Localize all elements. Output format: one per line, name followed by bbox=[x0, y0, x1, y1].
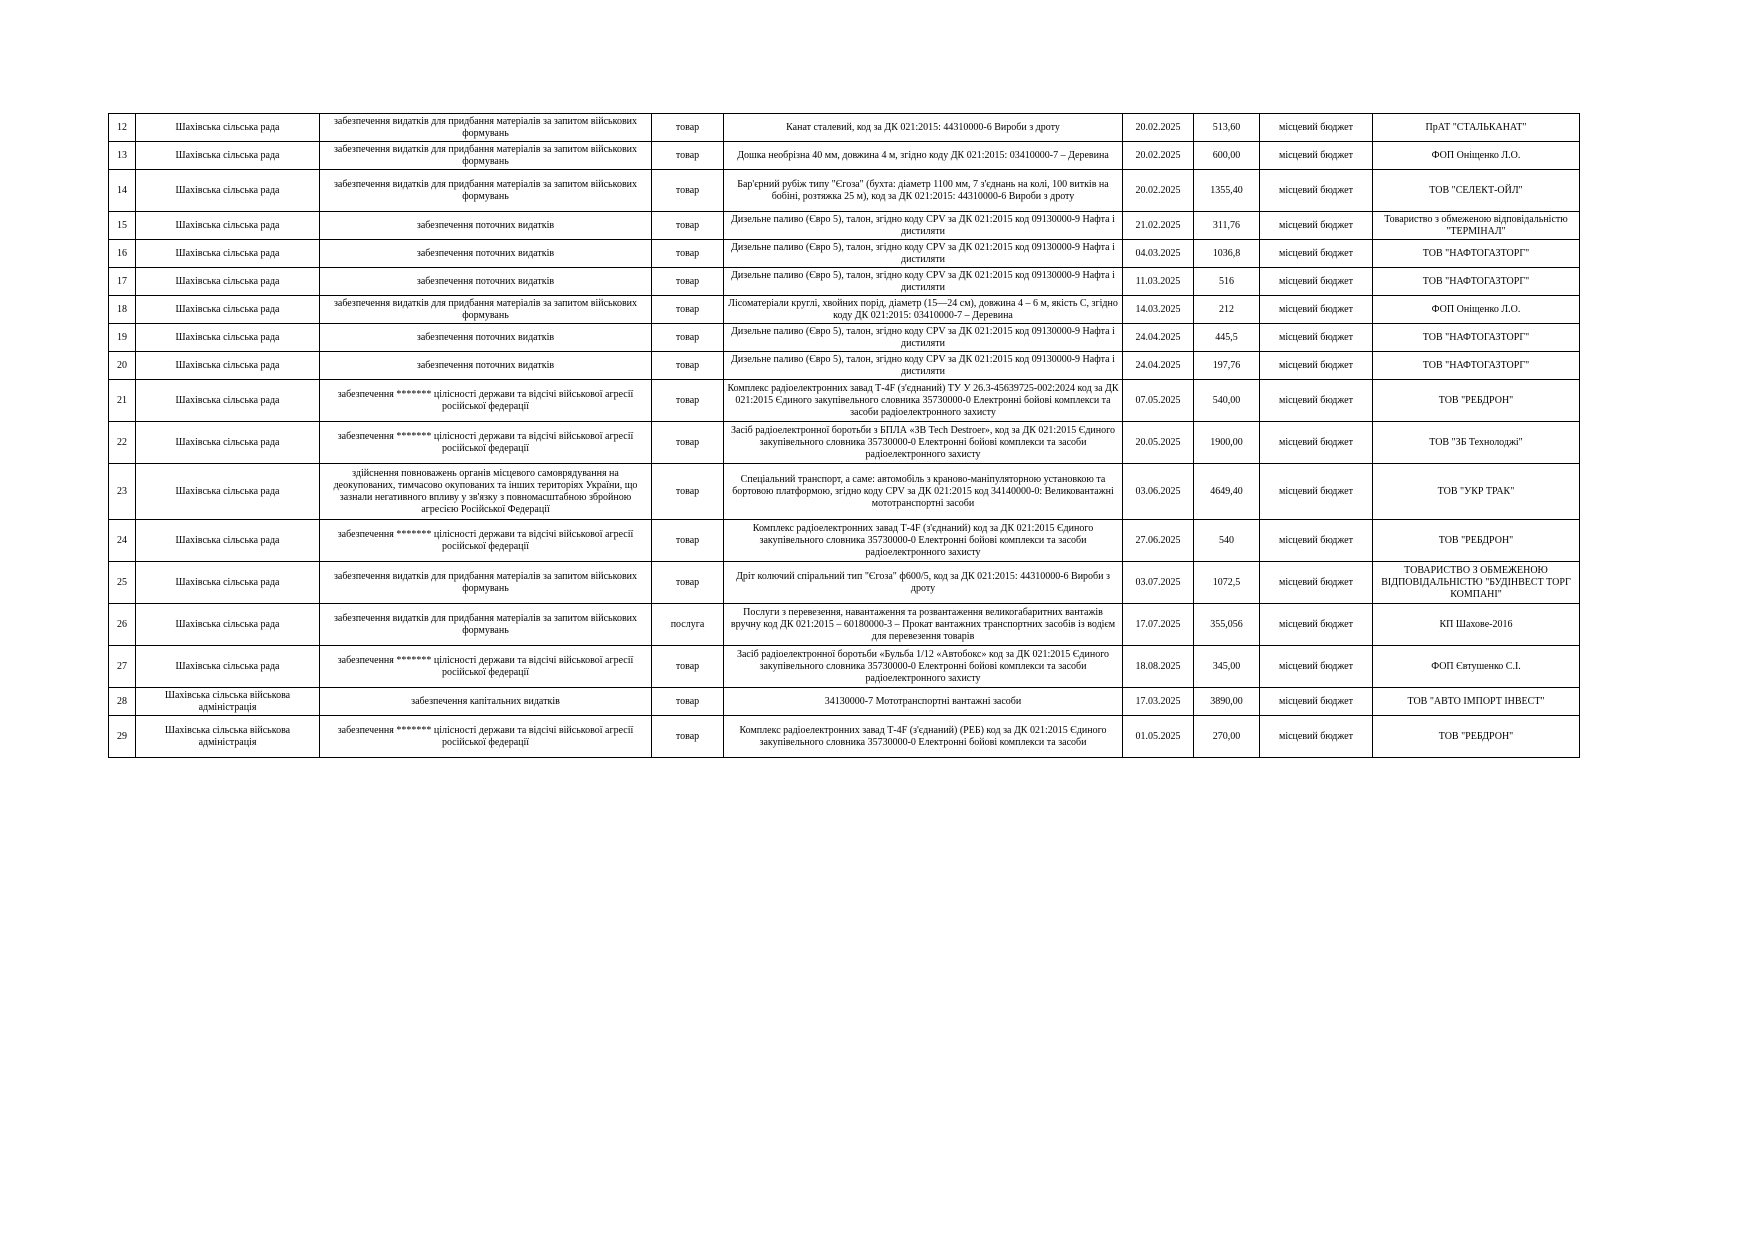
purpose-cell: забезпечення видатків для придбання матеріалів за запитом військових формувань bbox=[320, 114, 652, 142]
supplier-cell: ТОВ "НАФТОГАЗТОРГ" bbox=[1373, 240, 1580, 268]
procurement-type-cell: товар bbox=[652, 324, 724, 352]
amount-cell: 3890,00 bbox=[1194, 688, 1260, 716]
amount-cell: 1072,5 bbox=[1194, 562, 1260, 604]
procurement-type-cell: товар bbox=[652, 240, 724, 268]
funding-source-cell: місцевий бюджет bbox=[1260, 296, 1373, 324]
supplier-cell: ТОВ "АВТО ІМПОРТ ІНВЕСТ" bbox=[1373, 688, 1580, 716]
date-cell: 14.03.2025 bbox=[1123, 296, 1194, 324]
purpose-cell: забезпечення поточних видатків bbox=[320, 352, 652, 380]
table-row bbox=[109, 464, 1580, 520]
organization-cell: Шахівська сільська рада bbox=[136, 296, 320, 324]
row-number-cell: 19 bbox=[109, 324, 136, 352]
procurement-type-cell: товар bbox=[652, 380, 724, 422]
supplier-cell: ТОВ "УКР ТРАК" bbox=[1373, 464, 1580, 520]
procurement-type-cell: послуга bbox=[652, 604, 724, 646]
funding-source-cell: місцевий бюджет bbox=[1260, 114, 1373, 142]
amount-cell: 212 bbox=[1194, 296, 1260, 324]
table-row bbox=[109, 520, 1580, 562]
procurement-subject-cell: 34130000-7 Мототранспортні вантажні засоби bbox=[724, 688, 1123, 716]
procurement-type-cell: товар bbox=[652, 520, 724, 562]
procurement-subject-cell: Засіб радіоелектронної боротьби «Бульба 1/12 «Автобокс» код за ДК 021:2015 Єдиного закупівельного словника 35730000-0 Електронні бойові комплекси та засоби радіоелектронного захисту bbox=[724, 646, 1123, 688]
procurement-subject-cell: Спеціальний транспорт, а саме: автомобіль з краново-маніпуляторною установкою та бортовою платформою, згідно коду CPV за ДК 021:2015 код 34140000-0: Великовантажні мототранспортні засоби bbox=[724, 464, 1123, 520]
table-row bbox=[109, 562, 1580, 604]
purpose-cell: забезпечення поточних видатків bbox=[320, 268, 652, 296]
supplier-cell: ТОВ "ЗБ Технолоджі" bbox=[1373, 422, 1580, 464]
table-row bbox=[109, 646, 1580, 688]
purpose-cell: забезпечення ******* цілісності держави та відсічі військової агресії російської федерації bbox=[320, 646, 652, 688]
table-row bbox=[109, 352, 1580, 380]
procurement-subject-cell: Дошка необрізна 40 мм, довжина 4 м, згідно коду ДК 021:2015: 03410000-7 – Деревина bbox=[724, 142, 1123, 170]
amount-cell: 355,056 bbox=[1194, 604, 1260, 646]
procurement-type-cell: товар bbox=[652, 562, 724, 604]
funding-source-cell: місцевий бюджет bbox=[1260, 268, 1373, 296]
procurement-subject-cell: Послуги з перевезення, навантаження та розвантаження великогабаритних вантажів вручну код ДК 021:2015 – 60180000-3 – Прокат вантажних транспортних засобів із водієм для перевезення товарів bbox=[724, 604, 1123, 646]
procurement-type-cell: товар bbox=[652, 422, 724, 464]
row-number-cell: 18 bbox=[109, 296, 136, 324]
amount-cell: 1900,00 bbox=[1194, 422, 1260, 464]
date-cell: 20.02.2025 bbox=[1123, 170, 1194, 212]
purpose-cell: здійснення повноважень органів місцевого самоврядування на деокупованих, тимчасово окупованих та інших територіях України, що зазнали негативного впливу у зв'язку з повномасштабною збройною агресією Російської Федерації bbox=[320, 464, 652, 520]
procurement-subject-cell: Канат сталевий, код за ДК 021:2015: 44310000-6 Вироби з дроту bbox=[724, 114, 1123, 142]
organization-cell: Шахівська сільська рада bbox=[136, 170, 320, 212]
supplier-cell: ПрАТ "СТАЛЬКАНАТ" bbox=[1373, 114, 1580, 142]
procurement-subject-cell: Дизельне паливо (Євро 5), талон, згідно коду CPV за ДК 021:2015 код 09130000-9 Нафта і дистиляти bbox=[724, 212, 1123, 240]
funding-source-cell: місцевий бюджет bbox=[1260, 380, 1373, 422]
supplier-cell: ТОВ "НАФТОГАЗТОРГ" bbox=[1373, 352, 1580, 380]
procurement-type-cell: товар bbox=[652, 170, 724, 212]
row-number-cell: 26 bbox=[109, 604, 136, 646]
procurement-subject-cell: Дизельне паливо (Євро 5), талон, згідно коду CPV за ДК 021:2015 код 09130000-9 Нафта і дистиляти bbox=[724, 324, 1123, 352]
row-number-cell: 24 bbox=[109, 520, 136, 562]
amount-cell: 540 bbox=[1194, 520, 1260, 562]
procurement-subject-cell: Дизельне паливо (Євро 5), талон, згідно коду CPV за ДК 021:2015 код 09130000-9 Нафта і дистиляти bbox=[724, 268, 1123, 296]
supplier-cell: КП Шахове-2016 bbox=[1373, 604, 1580, 646]
procurement-subject-cell: Бар'єрний рубіж типу "Єгоза" (бухта: діаметр 1100 мм, 7 з'єднань на колі, 100 витків на бобіні, розтяжка 25 м), код за ДК 021:2015: 44310000-6 Вироби з дроту bbox=[724, 170, 1123, 212]
date-cell: 03.06.2025 bbox=[1123, 464, 1194, 520]
purpose-cell: забезпечення поточних видатків bbox=[320, 240, 652, 268]
row-number-cell: 14 bbox=[109, 170, 136, 212]
funding-source-cell: місцевий бюджет bbox=[1260, 240, 1373, 268]
amount-cell: 270,00 bbox=[1194, 716, 1260, 758]
table-row bbox=[109, 716, 1580, 758]
supplier-cell: ТОВ "СЕЛЕКТ-ОЙЛ" bbox=[1373, 170, 1580, 212]
purpose-cell: забезпечення видатків для придбання матеріалів за запитом військових формувань bbox=[320, 562, 652, 604]
amount-cell: 311,76 bbox=[1194, 212, 1260, 240]
procurement-subject-cell: Дизельне паливо (Євро 5), талон, згідно коду CPV за ДК 021:2015 код 09130000-9 Нафта і дистиляти bbox=[724, 240, 1123, 268]
amount-cell: 600,00 bbox=[1194, 142, 1260, 170]
amount-cell: 445,5 bbox=[1194, 324, 1260, 352]
supplier-cell: ФОП Євтушенко С.І. bbox=[1373, 646, 1580, 688]
procurement-type-cell: товар bbox=[652, 646, 724, 688]
amount-cell: 1355,40 bbox=[1194, 170, 1260, 212]
table-row bbox=[109, 324, 1580, 352]
procurement-subject-cell: Лісоматеріали круглі, хвойних порід, діаметр (15—24 см), довжина 4 – 6 м, якість С, згідно коду ДК 021:2015: 03410000-7 – Деревина bbox=[724, 296, 1123, 324]
table-row bbox=[109, 604, 1580, 646]
supplier-cell: Товариство з обмеженою відповідальністю "ТЕРМІНАЛ" bbox=[1373, 212, 1580, 240]
date-cell: 21.02.2025 bbox=[1123, 212, 1194, 240]
organization-cell: Шахівська сільська рада bbox=[136, 240, 320, 268]
funding-source-cell: місцевий бюджет bbox=[1260, 464, 1373, 520]
organization-cell: Шахівська сільська рада bbox=[136, 380, 320, 422]
row-number-cell: 17 bbox=[109, 268, 136, 296]
funding-source-cell: місцевий бюджет bbox=[1260, 170, 1373, 212]
date-cell: 20.02.2025 bbox=[1123, 114, 1194, 142]
funding-source-cell: місцевий бюджет bbox=[1260, 422, 1373, 464]
supplier-cell: ТОВ "РЕБДРОН" bbox=[1373, 380, 1580, 422]
date-cell: 11.03.2025 bbox=[1123, 268, 1194, 296]
amount-cell: 345,00 bbox=[1194, 646, 1260, 688]
supplier-cell: ФОП Оніщенко Л.О. bbox=[1373, 142, 1580, 170]
procurement-type-cell: товар bbox=[652, 268, 724, 296]
supplier-cell: ТОВ "РЕБДРОН" bbox=[1373, 716, 1580, 758]
procurement-type-cell: товар bbox=[652, 142, 724, 170]
procurement-type-cell: товар bbox=[652, 114, 724, 142]
funding-source-cell: місцевий бюджет bbox=[1260, 352, 1373, 380]
organization-cell: Шахівська сільська рада bbox=[136, 142, 320, 170]
procurement-type-cell: товар bbox=[652, 296, 724, 324]
organization-cell: Шахівська сільська рада bbox=[136, 520, 320, 562]
procurement-subject-cell: Комплекс радіоелектронних завад Т-4F (з'єднаний) ТУ У 26.3-45639725-002:2024 код за ДК 021:2015 Єдиного закупівельного словника 35730000-0 Електронні бойові комплекси та засоби радіоелектронного захисту bbox=[724, 380, 1123, 422]
organization-cell: Шахівська сільська рада bbox=[136, 114, 320, 142]
procurement-type-cell: товар bbox=[652, 688, 724, 716]
organization-cell: Шахівська сільська рада bbox=[136, 562, 320, 604]
supplier-cell: ТОВ "НАФТОГАЗТОРГ" bbox=[1373, 324, 1580, 352]
table-row bbox=[109, 296, 1580, 324]
row-number-cell: 21 bbox=[109, 380, 136, 422]
table-body bbox=[109, 114, 1580, 758]
table-row bbox=[109, 380, 1580, 422]
date-cell: 24.04.2025 bbox=[1123, 352, 1194, 380]
date-cell: 03.07.2025 bbox=[1123, 562, 1194, 604]
funding-source-cell: місцевий бюджет bbox=[1260, 688, 1373, 716]
procurement-subject-cell: Комплекс радіоелектронних завад Т-4F (з'єднаний) код за ДК 021:2015 Єдиного закупівельного словника 35730000-0 Електронні бойові комплекси та засоби радіоелектронного захисту bbox=[724, 520, 1123, 562]
row-number-cell: 22 bbox=[109, 422, 136, 464]
purpose-cell: забезпечення капітальних видатків bbox=[320, 688, 652, 716]
funding-source-cell: місцевий бюджет bbox=[1260, 142, 1373, 170]
row-number-cell: 20 bbox=[109, 352, 136, 380]
funding-source-cell: місцевий бюджет bbox=[1260, 604, 1373, 646]
row-number-cell: 29 bbox=[109, 716, 136, 758]
funding-source-cell: місцевий бюджет bbox=[1260, 562, 1373, 604]
purpose-cell: забезпечення видатків для придбання матеріалів за запитом військових формувань bbox=[320, 604, 652, 646]
purpose-cell: забезпечення ******* цілісності держави та відсічі військової агресії російської федерації bbox=[320, 716, 652, 758]
organization-cell: Шахівська сільська рада bbox=[136, 324, 320, 352]
table-row bbox=[109, 688, 1580, 716]
table-row bbox=[109, 142, 1580, 170]
procurement-subject-cell: Дріт колючий спіральний тип "Єгоза" ф600/5, код за ДК 021:2015: 44310000-6 Вироби з дроту bbox=[724, 562, 1123, 604]
date-cell: 24.04.2025 bbox=[1123, 324, 1194, 352]
row-number-cell: 13 bbox=[109, 142, 136, 170]
amount-cell: 516 bbox=[1194, 268, 1260, 296]
row-number-cell: 12 bbox=[109, 114, 136, 142]
purpose-cell: забезпечення поточних видатків bbox=[320, 324, 652, 352]
funding-source-cell: місцевий бюджет bbox=[1260, 716, 1373, 758]
row-number-cell: 15 bbox=[109, 212, 136, 240]
organization-cell: Шахівська сільська військова адміністрація bbox=[136, 716, 320, 758]
procurement-type-cell: товар bbox=[652, 464, 724, 520]
amount-cell: 197,76 bbox=[1194, 352, 1260, 380]
row-number-cell: 16 bbox=[109, 240, 136, 268]
organization-cell: Шахівська сільська рада bbox=[136, 422, 320, 464]
table-row bbox=[109, 268, 1580, 296]
purpose-cell: забезпечення поточних видатків bbox=[320, 212, 652, 240]
date-cell: 04.03.2025 bbox=[1123, 240, 1194, 268]
purpose-cell: забезпечення видатків для придбання матеріалів за запитом військових формувань bbox=[320, 142, 652, 170]
date-cell: 07.05.2025 bbox=[1123, 380, 1194, 422]
amount-cell: 4649,40 bbox=[1194, 464, 1260, 520]
funding-source-cell: місцевий бюджет bbox=[1260, 324, 1373, 352]
date-cell: 17.03.2025 bbox=[1123, 688, 1194, 716]
table-row bbox=[109, 422, 1580, 464]
date-cell: 27.06.2025 bbox=[1123, 520, 1194, 562]
organization-cell: Шахівська сільська рада bbox=[136, 268, 320, 296]
purpose-cell: забезпечення ******* цілісності держави та відсічі військової агресії російської федерації bbox=[320, 520, 652, 562]
purpose-cell: забезпечення ******* цілісності держави та відсічі військової агресії російської федерації bbox=[320, 380, 652, 422]
organization-cell: Шахівська сільська рада bbox=[136, 604, 320, 646]
date-cell: 20.02.2025 bbox=[1123, 142, 1194, 170]
procurement-table bbox=[108, 113, 1580, 758]
funding-source-cell: місцевий бюджет bbox=[1260, 646, 1373, 688]
supplier-cell: ФОП Оніщенко Л.О. bbox=[1373, 296, 1580, 324]
procurement-type-cell: товар bbox=[652, 716, 724, 758]
row-number-cell: 23 bbox=[109, 464, 136, 520]
supplier-cell: ТОВАРИСТВО З ОБМЕЖЕНОЮ ВІДПОВІДАЛЬНІСТЮ "БУДІНВЕСТ ТОРГ КОМПАНІ" bbox=[1373, 562, 1580, 604]
funding-source-cell: місцевий бюджет bbox=[1260, 212, 1373, 240]
amount-cell: 513,60 bbox=[1194, 114, 1260, 142]
purpose-cell: забезпечення ******* цілісності держави та відсічі військової агресії російської федерації bbox=[320, 422, 652, 464]
organization-cell: Шахівська сільська рада bbox=[136, 646, 320, 688]
date-cell: 17.07.2025 bbox=[1123, 604, 1194, 646]
procurement-subject-cell: Засіб радіоелектронної боротьби з БПЛА «ЗВ Tech Destroer», код за ДК 021:2015 Єдиного закупівельного словника 35730000-0 Електронні бойові комплекси та засоби радіоелектронного захисту bbox=[724, 422, 1123, 464]
organization-cell: Шахівська сільська рада bbox=[136, 464, 320, 520]
funding-source-cell: місцевий бюджет bbox=[1260, 520, 1373, 562]
purpose-cell: забезпечення видатків для придбання матеріалів за запитом військових формувань bbox=[320, 170, 652, 212]
supplier-cell: ТОВ "НАФТОГАЗТОРГ" bbox=[1373, 268, 1580, 296]
table-row bbox=[109, 114, 1580, 142]
procurement-type-cell: товар bbox=[652, 352, 724, 380]
date-cell: 18.08.2025 bbox=[1123, 646, 1194, 688]
organization-cell: Шахівська сільська рада bbox=[136, 352, 320, 380]
procurement-type-cell: товар bbox=[652, 212, 724, 240]
procurement-subject-cell: Комплекс радіоелектронних завад Т-4F (з'єднаний) (РЕБ) код за ДК 021:2015 Єдиного закупівельного словника 35730000-0 Електронні бойові комплекси та засоби bbox=[724, 716, 1123, 758]
row-number-cell: 25 bbox=[109, 562, 136, 604]
row-number-cell: 27 bbox=[109, 646, 136, 688]
organization-cell: Шахівська сільська рада bbox=[136, 212, 320, 240]
amount-cell: 1036,8 bbox=[1194, 240, 1260, 268]
purpose-cell: забезпечення видатків для придбання матеріалів за запитом військових формувань bbox=[320, 296, 652, 324]
table-row bbox=[109, 170, 1580, 212]
date-cell: 20.05.2025 bbox=[1123, 422, 1194, 464]
organization-cell: Шахівська сільська військова адміністрація bbox=[136, 688, 320, 716]
table-row bbox=[109, 212, 1580, 240]
amount-cell: 540,00 bbox=[1194, 380, 1260, 422]
row-number-cell: 28 bbox=[109, 688, 136, 716]
date-cell: 01.05.2025 bbox=[1123, 716, 1194, 758]
supplier-cell: ТОВ "РЕБДРОН" bbox=[1373, 520, 1580, 562]
procurement-subject-cell: Дизельне паливо (Євро 5), талон, згідно коду CPV за ДК 021:2015 код 09130000-9 Нафта і дистиляти bbox=[724, 352, 1123, 380]
table-row bbox=[109, 240, 1580, 268]
